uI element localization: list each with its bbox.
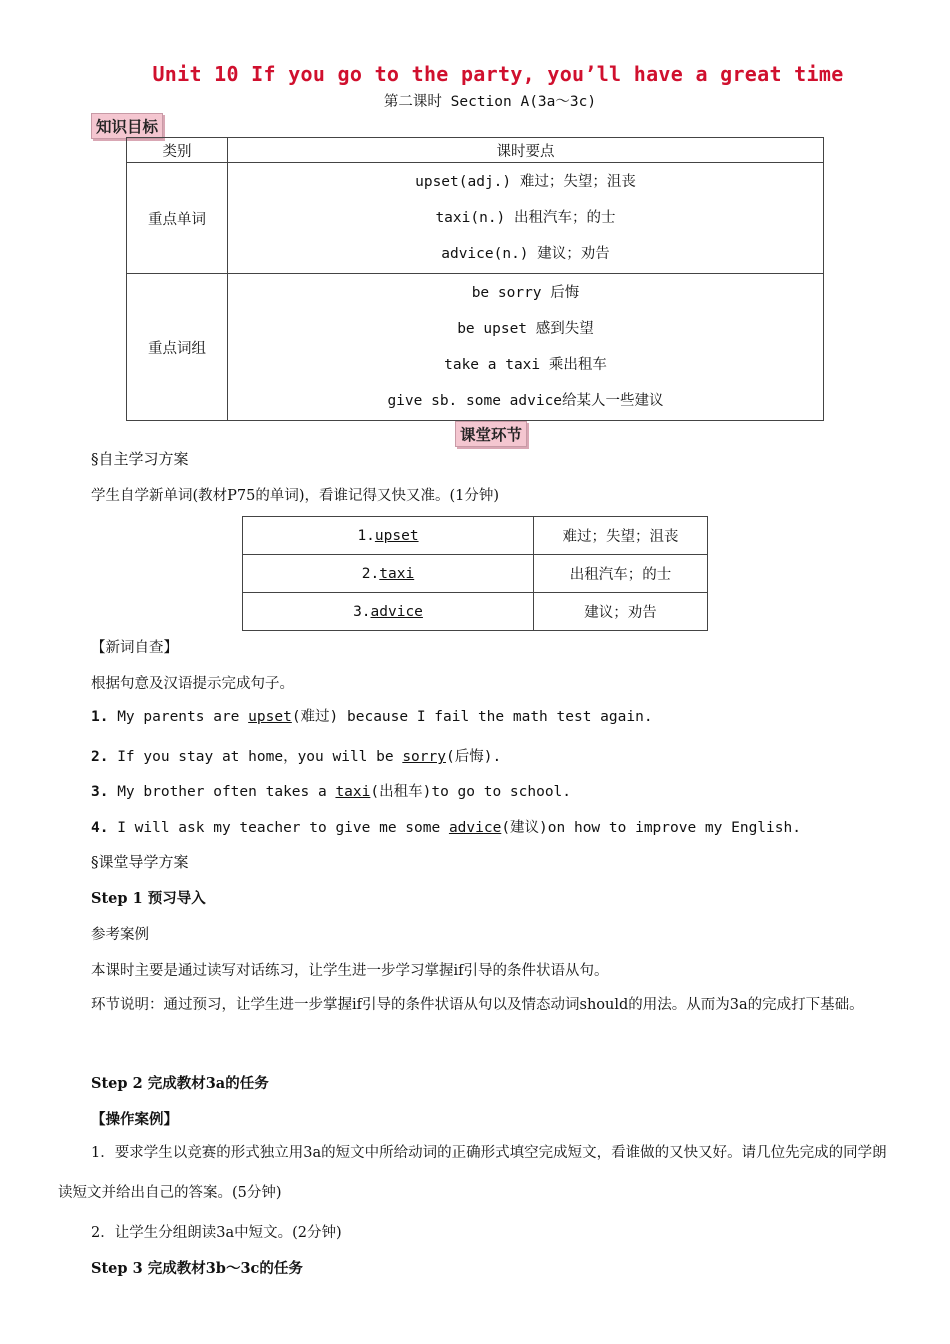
step-2-heading: Step 2 完成教材3a的任务 xyxy=(91,1075,269,1092)
vocab-meaning: 建议；劝告 xyxy=(534,593,708,631)
table-row xyxy=(243,593,708,631)
exercise-sentence-4: 4. I will ask my teacher to give me some advice(建议)on how to improve my English. xyxy=(91,820,801,836)
list-item: taxi(n.) 出租汽车；的士 xyxy=(435,210,616,226)
row-items-words xyxy=(228,163,824,274)
vocab-table xyxy=(242,516,708,631)
vocab-meaning: 难过；失望；沮丧 xyxy=(534,517,708,555)
table-row xyxy=(127,274,824,421)
goal-table-header xyxy=(127,138,824,163)
vocab-word: taxi xyxy=(379,565,415,582)
step-3-heading: Step 3 完成教材3b～3c的任务 xyxy=(91,1260,303,1277)
goal-table xyxy=(126,137,824,421)
vocab-num: 2. xyxy=(361,565,380,582)
exercise-sentence-2: 2. If you stay at home，you will be sorry(后悔). xyxy=(91,749,502,765)
section-explanation: 环节说明：通过预习，让学生进一步掌握if引导的条件状语从句以及情态动词should的用法。从而为3a的完成打下基础。 xyxy=(91,997,864,1013)
table-row xyxy=(127,163,824,274)
list-item: give sb. some advice给某人一些建议 xyxy=(387,393,664,409)
table-row xyxy=(243,555,708,593)
operation-step-2: 2．让学生分组朗读3a中短文。(2分钟) xyxy=(91,1225,342,1241)
page-subtitle: 第二课时 Section A(3a～3c) xyxy=(383,94,597,110)
column-header-points: 课时要点 xyxy=(228,138,824,163)
knowledge-goal-tag: 知识目标 xyxy=(91,113,163,139)
list-item: be sorry 后悔 xyxy=(471,285,580,301)
lesson-description: 本课时主要是通过读写对话练习，让学生进一步学习掌握if引导的条件状语从句。 xyxy=(91,963,609,979)
list-item: take a taxi 乘出租车 xyxy=(444,357,607,373)
guide-heading: §课堂导学方案 xyxy=(91,853,189,871)
row-category-words: 重点单词 xyxy=(127,163,228,274)
check-intro: 根据句意及汉语提示完成句子。 xyxy=(91,676,294,692)
operation-case-label: 【操作案例】 xyxy=(91,1111,178,1128)
column-header-category: 类别 xyxy=(127,138,228,163)
answer-blank: advice xyxy=(448,820,502,836)
row-category-phrases: 重点词组 xyxy=(127,274,228,421)
reference-case-label: 参考案例 xyxy=(91,927,149,943)
vocab-num: 3. xyxy=(353,603,371,620)
step-1-heading: Step 1 预习导入 xyxy=(91,890,206,907)
list-item: upset(adj.) 难过；失望；沮丧 xyxy=(415,174,636,190)
list-item: advice(n.) 建议；劝告 xyxy=(441,246,610,262)
vocab-word: upset xyxy=(374,527,419,544)
row-items-phrases xyxy=(228,274,824,421)
table-row xyxy=(243,517,708,555)
answer-blank: sorry xyxy=(402,749,446,765)
exercise-sentence-3: 3. My brother often takes a taxi(出租车)to go to school. xyxy=(91,784,572,800)
vocab-word: advice xyxy=(370,603,423,620)
exercise-sentence-1: 1. My parents are upset(难过) because I fail the math test again. xyxy=(91,709,653,725)
operation-step-1: 1．要求学生以竞赛的形式独立用3a的短文中所给动词的正确形式填空完成短文，看谁做的又快又好。请几位先完成的同学朗读短文并给出自己的答案。(5分钟) xyxy=(58,1145,887,1201)
page-title: Unit 10 If you go to the party, you’ll have a great time xyxy=(152,62,844,86)
classroom-tag: 课堂环节 xyxy=(455,421,527,447)
vocab-num: 1. xyxy=(357,527,375,544)
self-study-intro: 学生自学新单词(教材P75的单词)，看谁记得又快又准。(1分钟) xyxy=(91,488,500,504)
answer-blank: upset xyxy=(248,709,292,725)
vocab-meaning: 出租汽车；的士 xyxy=(534,555,708,593)
self-study-heading: §自主学习方案 xyxy=(91,450,189,468)
check-heading: 【新词自查】 xyxy=(91,640,178,656)
answer-blank: taxi xyxy=(335,784,371,800)
list-item: be upset 感到失望 xyxy=(457,321,594,337)
